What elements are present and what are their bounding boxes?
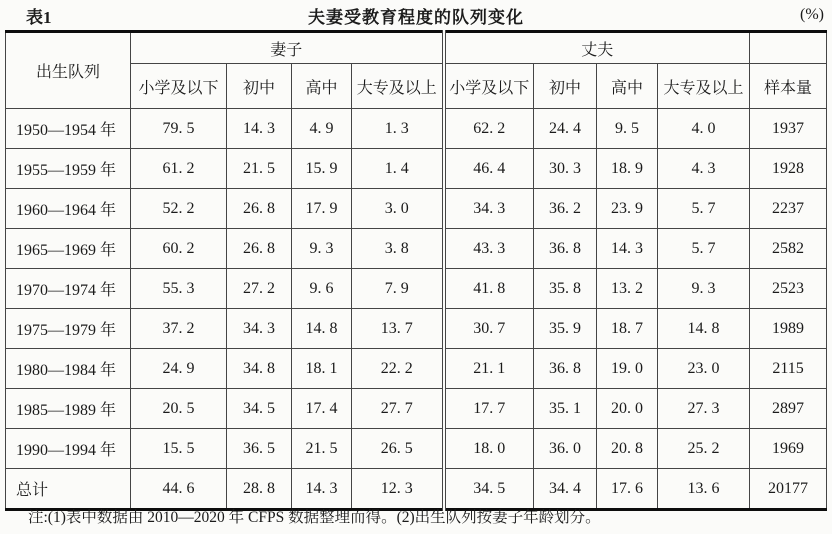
sample-size-cell: 1969	[750, 429, 827, 469]
cohort-cell: 1980—1984 年	[6, 349, 131, 389]
value-cell: 13. 2	[597, 269, 658, 309]
sample-size-header-spacer	[750, 32, 827, 64]
value-cell: 24. 9	[131, 349, 227, 389]
table-row	[6, 349, 827, 389]
value-cell: 30. 3	[534, 149, 597, 189]
education-cohort-table	[5, 30, 827, 511]
value-cell: 19. 0	[597, 349, 658, 389]
value-cell: 14. 3	[227, 109, 292, 149]
value-cell: 36. 8	[534, 229, 597, 269]
value-cell: 55. 3	[131, 269, 227, 309]
footnote: 注:(1)表中数据由 2010—2020 年 CFPS 数据整理而得。(2)出生队列按妻子年龄划分。	[28, 509, 601, 526]
value-cell: 9. 6	[292, 269, 352, 309]
table-header	[6, 32, 827, 109]
value-cell: 15. 9	[292, 149, 352, 189]
value-cell: 52. 2	[131, 189, 227, 229]
value-cell: 7. 9	[352, 269, 444, 309]
subheader-husband-junior: 初中	[534, 64, 597, 109]
value-cell: 44. 6	[131, 469, 227, 510]
cohort-cell: 1960—1964 年	[6, 189, 131, 229]
value-cell: 22. 2	[352, 349, 444, 389]
value-cell: 3. 8	[352, 229, 444, 269]
value-cell: 43. 3	[444, 229, 534, 269]
value-cell: 1. 3	[352, 109, 444, 149]
sample-size-cell: 2897	[750, 389, 827, 429]
subheader-husband-senior: 高中	[597, 64, 658, 109]
value-cell: 9. 3	[292, 229, 352, 269]
value-cell: 17. 9	[292, 189, 352, 229]
table-row	[6, 429, 827, 469]
value-cell: 34. 4	[534, 469, 597, 510]
table-row	[6, 389, 827, 429]
value-cell: 14. 3	[292, 469, 352, 510]
value-cell: 35. 9	[534, 309, 597, 349]
sample-size-cell: 1989	[750, 309, 827, 349]
value-cell: 20. 8	[597, 429, 658, 469]
value-cell: 26. 8	[227, 189, 292, 229]
value-cell: 4. 0	[658, 109, 750, 149]
sample-size-cell: 1928	[750, 149, 827, 189]
subheader-husband-primary: 小学及以下	[444, 64, 534, 109]
value-cell: 12. 3	[352, 469, 444, 510]
value-cell: 34. 3	[227, 309, 292, 349]
value-cell: 23. 9	[597, 189, 658, 229]
cohort-cell: 1950—1954 年	[6, 109, 131, 149]
sample-size-cell: 20177	[750, 469, 827, 510]
value-cell: 9. 3	[658, 269, 750, 309]
table-row	[6, 229, 827, 269]
value-cell: 15. 5	[131, 429, 227, 469]
value-cell: 5. 7	[658, 229, 750, 269]
value-cell: 27. 2	[227, 269, 292, 309]
table-row	[6, 469, 827, 510]
value-cell: 17. 7	[444, 389, 534, 429]
sample-size-cell: 2582	[750, 229, 827, 269]
sample-size-cell: 1937	[750, 109, 827, 149]
table-row	[6, 269, 827, 309]
value-cell: 36. 2	[534, 189, 597, 229]
table-number-label: 表1	[26, 7, 52, 27]
value-cell: 30. 7	[444, 309, 534, 349]
value-cell: 34. 5	[444, 469, 534, 510]
subheader-wife-junior: 初中	[227, 64, 292, 109]
group-header-wife: 妻子	[131, 32, 444, 64]
value-cell: 17. 4	[292, 389, 352, 429]
group-header-row	[6, 32, 827, 64]
value-cell: 27. 7	[352, 389, 444, 429]
value-cell: 18. 0	[444, 429, 534, 469]
value-cell: 24. 4	[534, 109, 597, 149]
value-cell: 21. 5	[227, 149, 292, 189]
corner-header-cohort: 出生队列	[6, 32, 131, 109]
value-cell: 25. 2	[658, 429, 750, 469]
value-cell: 35. 1	[534, 389, 597, 429]
value-cell: 21. 1	[444, 349, 534, 389]
value-cell: 18. 7	[597, 309, 658, 349]
value-cell: 3. 0	[352, 189, 444, 229]
value-cell: 36. 5	[227, 429, 292, 469]
value-cell: 34. 5	[227, 389, 292, 429]
subheader-wife-college: 大专及以上	[352, 64, 444, 109]
sample-size-cell: 2237	[750, 189, 827, 229]
value-cell: 28. 8	[227, 469, 292, 510]
value-cell: 60. 2	[131, 229, 227, 269]
value-cell: 41. 8	[444, 269, 534, 309]
table-row	[6, 109, 827, 149]
value-cell: 79. 5	[131, 109, 227, 149]
cohort-cell: 1975—1979 年	[6, 309, 131, 349]
value-cell: 13. 6	[658, 469, 750, 510]
value-cell: 14. 8	[658, 309, 750, 349]
value-cell: 37. 2	[131, 309, 227, 349]
value-cell: 5. 7	[658, 189, 750, 229]
value-cell: 35. 8	[534, 269, 597, 309]
cohort-cell: 1955—1959 年	[6, 149, 131, 189]
cohort-cell: 1985—1989 年	[6, 389, 131, 429]
value-cell: 34. 3	[444, 189, 534, 229]
value-cell: 9. 5	[597, 109, 658, 149]
sample-size-header: 样本量	[750, 64, 827, 109]
value-cell: 20. 0	[597, 389, 658, 429]
value-cell: 23. 0	[658, 349, 750, 389]
page-title: 夫妻受教育程度的队列变化	[308, 7, 524, 27]
subheader-wife-senior: 高中	[292, 64, 352, 109]
sample-size-cell: 2115	[750, 349, 827, 389]
sample-size-cell: 2523	[750, 269, 827, 309]
value-cell: 26. 8	[227, 229, 292, 269]
table-row	[6, 149, 827, 189]
table-row	[6, 309, 827, 349]
value-cell: 34. 8	[227, 349, 292, 389]
value-cell: 4. 9	[292, 109, 352, 149]
value-cell: 21. 5	[292, 429, 352, 469]
table-body	[6, 109, 827, 510]
group-header-husband: 丈夫	[444, 32, 750, 64]
unit-label: (%)	[800, 6, 824, 23]
cohort-cell: 1990—1994 年	[6, 429, 131, 469]
value-cell: 27. 3	[658, 389, 750, 429]
subheader-wife-primary: 小学及以下	[131, 64, 227, 109]
subheader-husband-college: 大专及以上	[658, 64, 750, 109]
value-cell: 4. 3	[658, 149, 750, 189]
value-cell: 18. 1	[292, 349, 352, 389]
cohort-cell: 1970—1974 年	[6, 269, 131, 309]
value-cell: 46. 4	[444, 149, 534, 189]
cohort-cell: 1965—1969 年	[6, 229, 131, 269]
table-row	[6, 189, 827, 229]
value-cell: 17. 6	[597, 469, 658, 510]
value-cell: 13. 7	[352, 309, 444, 349]
title-bar	[0, 0, 832, 30]
value-cell: 36. 8	[534, 349, 597, 389]
value-cell: 1. 4	[352, 149, 444, 189]
value-cell: 20. 5	[131, 389, 227, 429]
value-cell: 18. 9	[597, 149, 658, 189]
value-cell: 62. 2	[444, 109, 534, 149]
cohort-cell: 总计	[6, 469, 131, 510]
value-cell: 61. 2	[131, 149, 227, 189]
value-cell: 14. 8	[292, 309, 352, 349]
value-cell: 36. 0	[534, 429, 597, 469]
value-cell: 14. 3	[597, 229, 658, 269]
value-cell: 26. 5	[352, 429, 444, 469]
